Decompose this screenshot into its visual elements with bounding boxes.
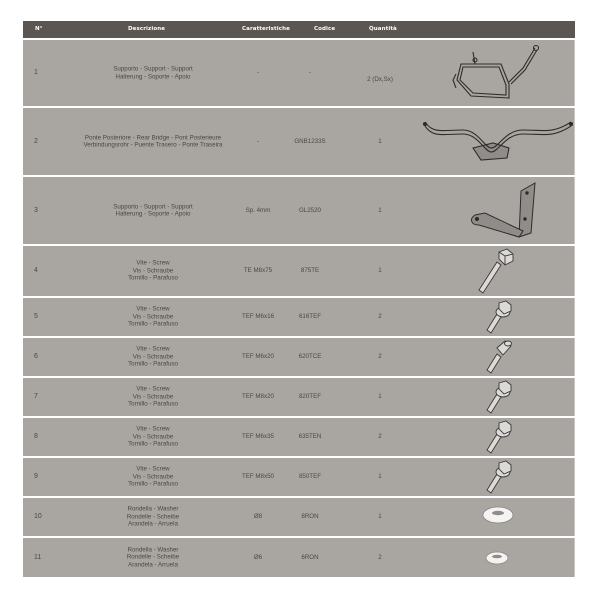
- desc-line: Tornillo - Parafuso: [128, 360, 178, 368]
- row-characteristics: TEF M8x20: [242, 393, 274, 401]
- row-number: 1: [34, 69, 38, 77]
- parts-table: [23, 21, 575, 577]
- desc-line: Ponte Posteriore - Rear Bridge - Pont Posterieure: [84, 133, 222, 141]
- washer-small-icon: [423, 538, 573, 577]
- table-row: [23, 458, 575, 496]
- washer-large-icon: [423, 498, 573, 536]
- row-number: 9: [34, 473, 38, 481]
- desc-line: Vite - Screw: [136, 425, 170, 433]
- desc-line: Supporto - Support - Support: [113, 202, 193, 210]
- table-row: [23, 418, 575, 456]
- desc-line: Rondelle - Scheibe: [126, 553, 180, 561]
- row-code: 8RON: [301, 513, 319, 521]
- row-quantity: 1: [378, 473, 382, 481]
- desc-line: Vite - Screw: [136, 259, 170, 267]
- table-row: [23, 338, 575, 376]
- row-characteristics: Ø6: [253, 553, 263, 561]
- row-code: 875TE: [300, 267, 320, 275]
- row-description: [63, 134, 243, 149]
- table-row: [23, 378, 575, 416]
- row-code: 616TEF: [298, 313, 321, 321]
- desc-line: Tornillo - Parafuso: [128, 274, 178, 282]
- row-number: 4: [34, 267, 38, 275]
- desc-line: Vis - Schraube: [132, 267, 174, 275]
- row-description: [63, 260, 243, 283]
- table-row: [23, 298, 575, 336]
- desc-line: Vis - Schraube: [132, 473, 174, 481]
- row-characteristics: -: [256, 69, 260, 77]
- flange-screw-icon: [423, 418, 573, 456]
- desc-line: Vis - Schraube: [132, 393, 174, 401]
- desc-line: Vite - Screw: [136, 345, 170, 353]
- row-code: 635TEN: [298, 433, 322, 441]
- table-row: [23, 177, 575, 244]
- row-number: 6: [34, 353, 38, 361]
- flange-screw-icon: [423, 378, 573, 416]
- row-description: [63, 506, 243, 529]
- desc-line: Rondella - Washer: [127, 505, 179, 513]
- row-characteristics: Ø8: [253, 513, 263, 521]
- row-quantity: 1: [378, 206, 382, 214]
- row-quantity: 2: [378, 433, 382, 441]
- desc-line: Vis - Schraube: [132, 313, 174, 321]
- row-quantity: 1: [378, 267, 382, 275]
- desc-line: Rondelle - Scheibe: [126, 513, 180, 521]
- desc-line: Tornillo - Parafuso: [128, 400, 178, 408]
- row-quantity: 2: [378, 313, 382, 321]
- socket-screw-icon: [423, 338, 573, 376]
- desc-line: Vis - Schraube: [132, 433, 174, 441]
- desc-line: Arandela - Arruela: [128, 561, 178, 569]
- table-header: [23, 21, 575, 38]
- desc-line: Arandela - Arruela: [128, 520, 178, 528]
- table-row: [23, 538, 575, 577]
- desc-line: Vis - Schraube: [132, 353, 174, 361]
- desc-line: Halterung - Soporte - Apoio: [115, 73, 191, 80]
- header-code: Codice: [314, 26, 336, 32]
- row-code: GNB1233S: [294, 137, 326, 145]
- row-number: 7: [34, 393, 38, 401]
- header-no: N°: [35, 26, 43, 32]
- row-number: 8: [34, 433, 38, 441]
- row-description: [63, 346, 243, 369]
- desc-line: Rondella - Washer: [127, 546, 179, 554]
- desc-line: Supporto - Support - Support: [113, 65, 193, 73]
- desc-line: Verbindungsrohr - Puente Trasero - Ponte Traseira: [83, 141, 223, 149]
- row-quantity: 2: [378, 553, 382, 561]
- row-description: [63, 306, 243, 329]
- row-quantity: 2: [378, 353, 382, 361]
- table-row: [23, 108, 575, 175]
- header-characteristics: Caratteristiche: [242, 26, 290, 32]
- row-characteristics: TEF M8x50: [242, 473, 274, 481]
- desc-line: Tornillo - Parafuso: [128, 320, 178, 328]
- row-quantity: 1: [378, 513, 382, 521]
- row-number: 3: [34, 206, 38, 214]
- row-characteristics: TEF M6x35: [242, 433, 274, 441]
- row-code: 820TEF: [298, 393, 321, 401]
- row-code: 620TCE: [298, 353, 322, 361]
- flange-screw-icon: [423, 458, 573, 496]
- row-description: [63, 386, 243, 409]
- row-number: 2: [34, 137, 38, 145]
- desc-line: Tornillo - Parafuso: [128, 480, 178, 488]
- row-code: GL2520: [298, 206, 322, 214]
- desc-line: Tornillo - Parafuso: [128, 440, 178, 448]
- support-frame-icon: [423, 40, 573, 106]
- row-characteristics: TEF M6x16: [242, 313, 274, 321]
- row-code: 850TEF: [298, 473, 321, 481]
- row-number: 5: [34, 313, 38, 321]
- header-description: Descrizione: [128, 26, 166, 32]
- row-characteristics: -: [256, 137, 260, 145]
- row-description: [63, 546, 243, 569]
- row-code: -: [308, 69, 312, 77]
- row-code: 6RON: [301, 553, 319, 561]
- row-number: 11: [34, 553, 42, 561]
- row-description: [63, 466, 243, 489]
- desc-line: Halterung - Soporte - Apoio: [115, 210, 191, 218]
- table-row: [23, 498, 575, 536]
- header-quantity: Quantità: [369, 26, 397, 32]
- flange-screw-icon: [423, 298, 573, 336]
- desc-line: Vite - Screw: [136, 305, 170, 313]
- rear-bridge-icon: [423, 108, 573, 175]
- desc-line: Vite - Screw: [136, 465, 170, 473]
- row-number: 10: [34, 513, 42, 521]
- row-description: [63, 426, 243, 449]
- row-description: [63, 65, 243, 80]
- row-characteristics: TEF M6x20: [242, 353, 274, 361]
- table-row: [23, 246, 575, 296]
- desc-line: Vite - Screw: [136, 385, 170, 393]
- row-quantity: 2 (Dx,Sx): [367, 75, 393, 83]
- row-description: [63, 203, 243, 218]
- table-row: [23, 40, 575, 106]
- hex-screw-long-icon: [423, 246, 573, 296]
- row-quantity: 1: [378, 393, 382, 401]
- bracket-icon: [423, 177, 573, 244]
- row-characteristics: TE M8x75: [243, 267, 273, 275]
- row-quantity: 1: [378, 137, 382, 145]
- row-characteristics: Sp. 4mm: [245, 206, 271, 214]
